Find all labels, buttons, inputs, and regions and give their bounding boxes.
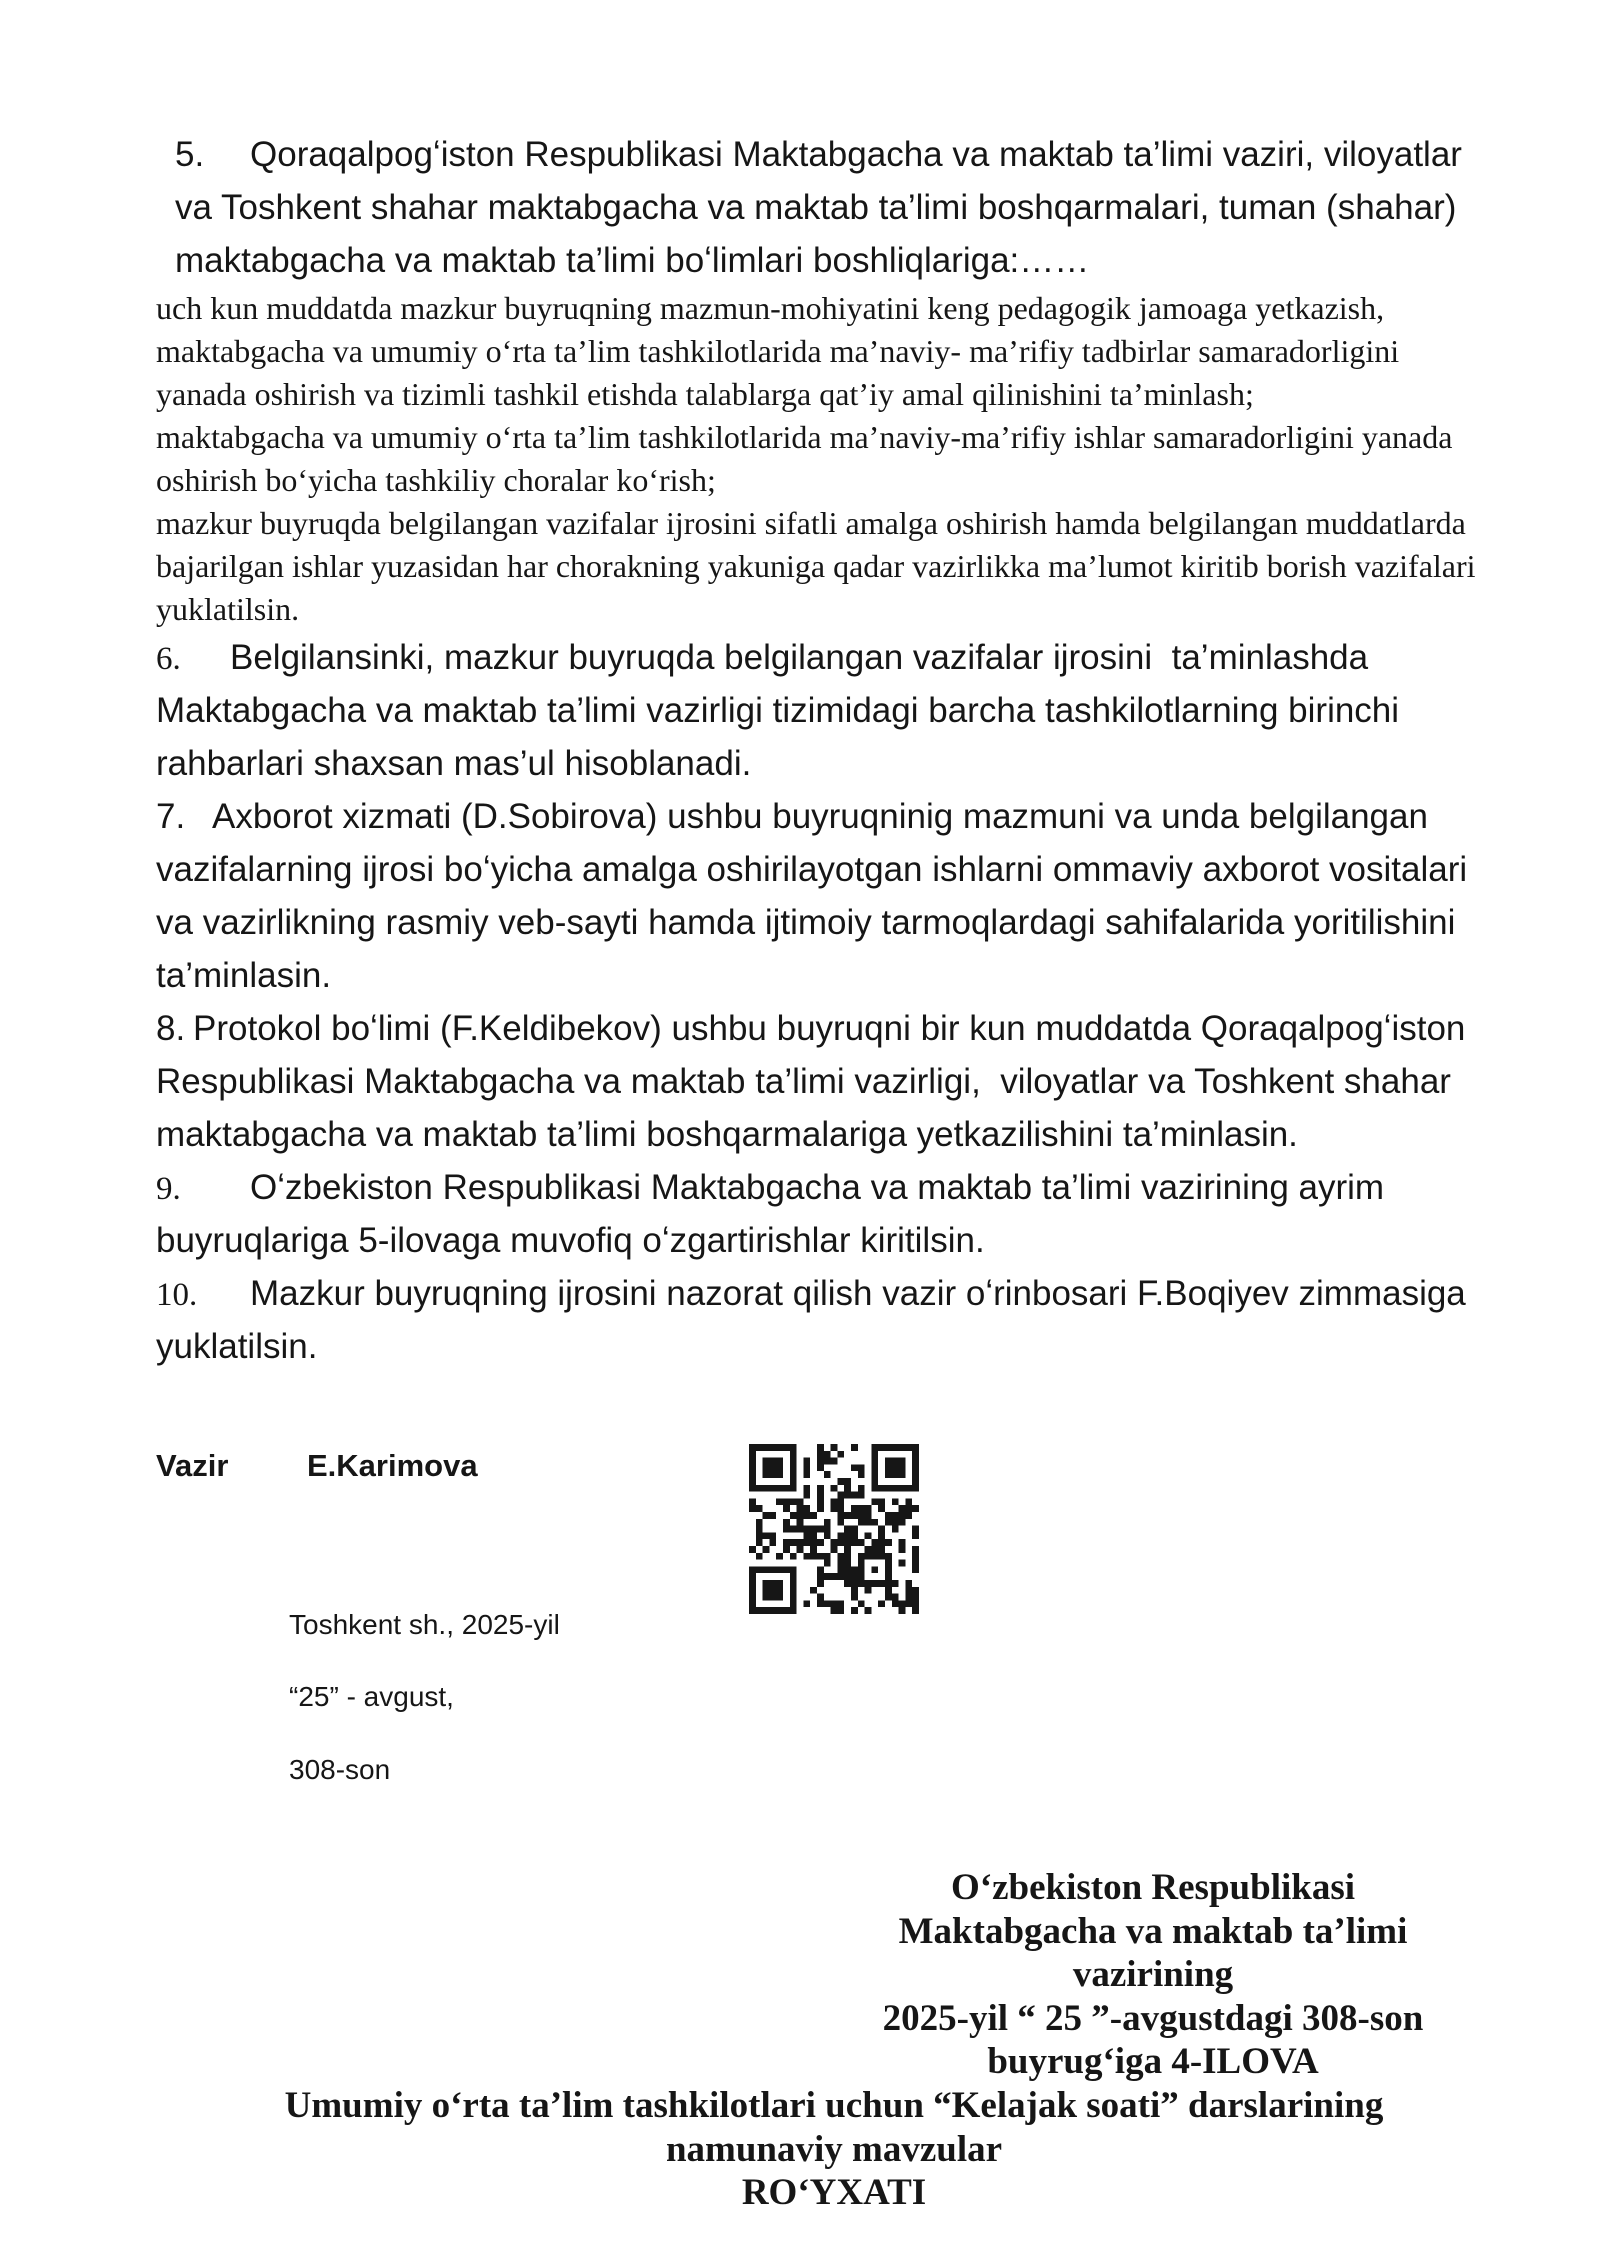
paragraph-text: Qoraqalpogʻiston Respublikasi Maktabgacha va maktab ta’limi vaziri, viloyatlar — [250, 135, 1462, 174]
signature-title: Vazir — [156, 1448, 229, 1483]
paragraph-line: yuklatilsin. — [156, 1327, 318, 1366]
paragraph-number: 5. — [175, 135, 205, 174]
paragraph-number: 8. — [156, 1009, 186, 1048]
tasks-list — [0, 287, 1600, 631]
paragraph-line: va Toshkent shahar maktabgacha va maktab ta’limi boshqarmalari, tuman (shahar) — [175, 188, 1457, 227]
task-line: oshirish boʻyicha tashkiliy choralar koʻrish; — [156, 462, 716, 498]
paragraph-line: rahbarlari shaxsan mas’ul hisoblanadi. — [156, 744, 752, 783]
paragraph-8 — [0, 1002, 1600, 1161]
paragraph-6 — [0, 631, 1600, 790]
issue-date: “25” - avgust, — [289, 1681, 454, 1712]
annex-block — [0, 1866, 1600, 2215]
paragraph-9 — [0, 1161, 1600, 1267]
paragraph-number: 9. — [156, 1171, 181, 1207]
paragraph-line — [0, 631, 1600, 684]
paragraph-10 — [0, 1267, 1600, 1373]
paragraph-text: Axborot xizmati (D.Sobirova) ushbu buyruqninig mazmuni va unda belgilangan — [212, 797, 1428, 836]
order-body — [0, 128, 1600, 1373]
paragraph-line — [0, 128, 1600, 181]
qr-code — [749, 1444, 919, 1614]
paragraph-line: buyruqlariga 5-ilovaga muvofiq oʻzgartirishlar kiritilsin. — [156, 1221, 985, 1260]
paragraph-line: maktabgacha va maktab ta’limi boʻlimlari boshliqlariga:…… — [175, 241, 1090, 280]
signature-name: E.Karimova — [307, 1448, 478, 1483]
paragraph-number: 7. — [156, 797, 186, 836]
paragraph-text: Belgilansinki, mazkur buyruqda belgilangan vazifalar ijrosini ta’minlashda — [230, 638, 1369, 677]
paragraph-line: va vazirlikning rasmiy veb-sayti hamda ijtimoiy tarmoqlardagi sahifalarida yoritilishini — [156, 903, 1456, 942]
paragraph-7 — [0, 790, 1600, 1002]
task-line: yanada oshirish va tizimli tashkil etishda talablarga qat’iy amal qilinishini ta’minlash; — [156, 376, 1254, 412]
paragraph-line — [0, 1161, 1600, 1214]
paragraph-text: Oʻzbekiston Respublikasi Maktabgacha va maktab ta’limi vazirining ayrim — [250, 1168, 1385, 1207]
paragraph-line: maktabgacha va maktab ta’limi boshqarmalariga yetkazilishini ta’minlasin. — [156, 1115, 1298, 1154]
task-line: maktabgacha va umumiy oʻrta ta’lim tashkilotlarida ma’naviy-ma’rifiy ishlar samaradorligini yanada — [156, 419, 1453, 455]
paragraph-line: Respublikasi Maktabgacha va maktab ta’limi vazirligi, viloyatlar va Toshkent shahar — [156, 1062, 1451, 1101]
paragraph-text: Mazkur buyruqning ijrosini nazorat qilish vazir oʻrinbosari F.Boqiyev zimmasiga — [250, 1274, 1466, 1313]
annex-header-line: 2025-yil “ 25 ”-avgustdagi 308-son — [882, 1997, 1424, 2039]
annex-header-line: Oʻzbekiston Respublikasi — [950, 1867, 1356, 1908]
paragraph-line: vazifalarning ijrosi boʻyicha amalga oshirilayotgan ishlarni ommaviy axborot vositalari — [156, 850, 1468, 889]
paragraph-line — [0, 1002, 1600, 1055]
task-line: uch kun muddatda mazkur buyruqning mazmun-mohiyatini keng pedagogik jamoaga yetkazish, — [156, 290, 1385, 326]
paragraph-line — [0, 790, 1600, 843]
annex-title-line: Umumiy oʻrta ta’lim tashkilotlari uchun “Kelajak soati” darslarining — [284, 2084, 1384, 2126]
task-line: maktabgacha va umumiy oʻrta ta’lim tashkilotlarida ma’naviy- ma’rifiy tadbirlar samaradorligini — [156, 333, 1400, 369]
paragraph-number: 10. — [156, 1277, 198, 1313]
annex-header-line: vazirining — [1072, 1954, 1234, 1996]
task-line: bajarilgan ishlar yuzasidan har chorakning yakuniga qadar vazirlikka ma’lumot kiritib borish vazifalari — [156, 548, 1476, 584]
paragraph-line: Maktabgacha va maktab ta’limi vazirligi tizimidagi barcha tashkilotlarning birinchi — [156, 691, 1400, 730]
paragraph-number: 6. — [156, 641, 181, 677]
annex-header-line: buyrugʻiga 4-ILOVA — [987, 2041, 1319, 2083]
task-line: mazkur buyruqda belgilangan vazifalar ijrosini sifatli amalga oshirish hamda belgilangan muddatlarda — [156, 505, 1466, 541]
issue-place-year: Toshkent sh., 2025-yil — [289, 1609, 560, 1640]
issue-number: 308-son — [289, 1754, 391, 1785]
paragraph-line: ta’minlasin. — [156, 956, 332, 995]
task-line: yuklatilsin. — [156, 591, 300, 627]
annex-title-line: namunaviy mavzular — [665, 2128, 1003, 2170]
paragraph-text: Protokol boʻlimi (F.Keldibekov) ushbu buyruqni bir kun muddatda Qoraqalpogʻiston — [193, 1009, 1466, 1048]
annex-header-line: Maktabgacha va maktab ta’limi — [898, 1910, 1408, 1952]
paragraph-line — [0, 1267, 1600, 1320]
paragraph-5 — [0, 128, 1600, 287]
annex-title-line: ROʻYXATI — [741, 2172, 927, 2214]
